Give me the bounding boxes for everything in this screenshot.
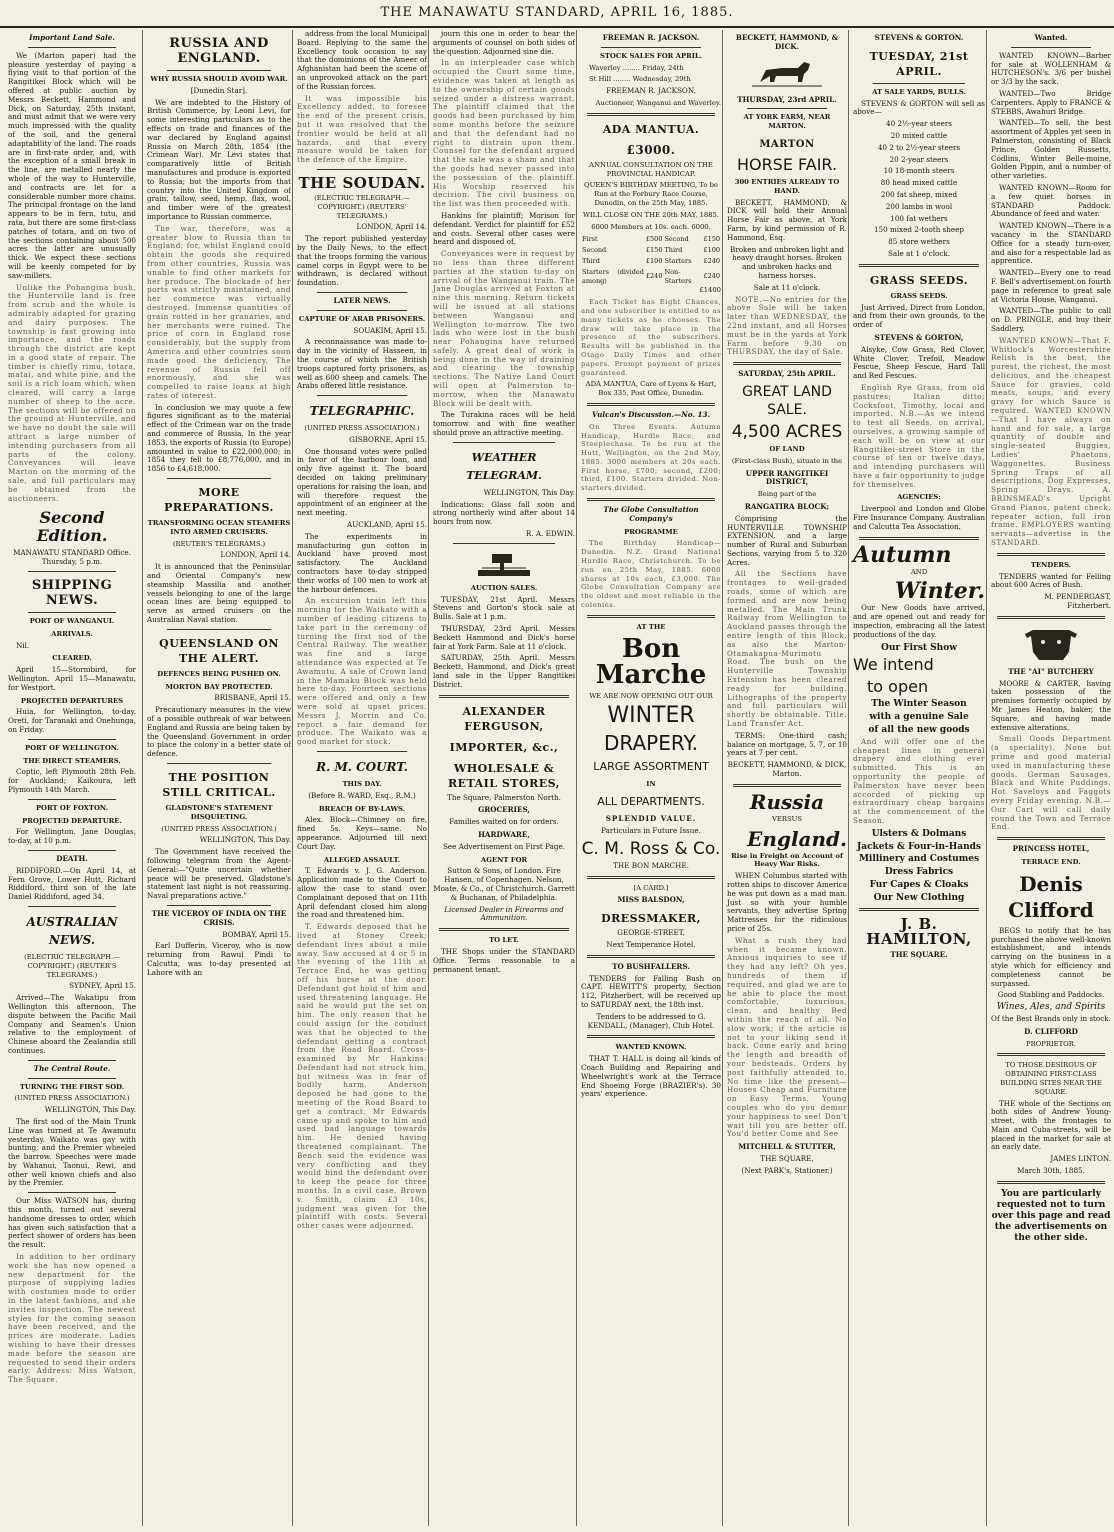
linton-sig: JAMES LINTON. [1050, 1154, 1111, 1164]
arrivals-label: ARRIVALS. [51, 629, 93, 638]
splendid-value: SPLENDID VALUE. [605, 814, 697, 824]
auction-3: SATURDAY, 25th April. Messrs Beckett, Hammond, and Dick's great land sale in the Upper Rangitikei District. [433, 653, 575, 689]
gladstone-heading: GLADSTONE'S STATEMENT DISQUIETING. [165, 804, 273, 821]
bombay-dateline: BOMBAY, April 15. [222, 929, 291, 939]
projected-label: PROJECTED DEPARTURES [20, 696, 124, 705]
millinery: Millinery and Costumes [858, 854, 980, 865]
genuine-sale: with a genuine Sale [869, 712, 969, 723]
tenders-body-8: TENDERS wanted for Felling about 600 Acres of Bush. [991, 571, 1111, 590]
entries-line: 300 ENTRIES ALREADY TO HAND. [734, 177, 840, 195]
table-cell: £150 [645, 246, 663, 255]
importer-label: IMPORTER, &c., [449, 740, 559, 754]
shares-line: 6000 Members at 10s. each. 6000. [591, 222, 711, 231]
agencies-heading: AGENCIES: [897, 493, 941, 502]
civil-tail: Hankins for plaintiff; Morison for defendant. Verdict for plaintiff for £52 and costs. Several other cases were heard and disposed of. [433, 210, 575, 247]
russia-ad-body: WHEN Columbus started with rotten ships to discover America he was put down as a mad man. Just so with your humble servants, they advertise Spring Mattresses for the ridiculous price of 25s. [727, 871, 847, 933]
hardware-label: HARDWARE, [478, 830, 530, 839]
weather-dateline: WELLINGTON, This Day. [483, 487, 575, 497]
filler-text: An excursion train left this morning for the Waikato with a number of leading citizens to take part in the ceremony of turning the first sod of the Central Railway. The weather was fine and a large attendance was expected at Te Awamutu. A sale of Crown land in the Mamaku Block was held here to-day. Fourteen sections were offered and only a few were sold at upset prices. Messrs J. Morrin and Co. report a fair demand for produce. The Waikato was a good market for stock. [297, 596, 427, 747]
projected-foxton: PROJECTED DEPARTURE. [22, 816, 122, 825]
telegraphic-heading: TELEGRAPHIC. [309, 404, 415, 419]
best-brands: Of the Best Brands only in stock. [991, 1013, 1111, 1023]
winter-ad-heading: Winter. [894, 578, 985, 605]
brisbane-body: Precautionary measures in the view of a possible outbreak of war between England and Russia are being taken by the Queensland Government in order to place the colony in a better state of defence. [147, 705, 291, 759]
wanted-known-heading: WANTED KNOWN. [615, 1043, 687, 1052]
all-departments: ALL DEPARTMENTS. [597, 795, 705, 809]
sydney-dateline: SYDNEY, April 15. [69, 981, 136, 991]
prize-table [581, 234, 721, 286]
filler-text: Unlike the Pohangina bush, the Hunterville land is free from scrub and the whole is admirably adapted for grazing and dairy purposes. The township is fast growing into importance, and the roads through the district are kept in a good state of repair. The timber is chiefly rimu, totara, matai, and white pine, and the soil is a rich loam which, when cleared, will carry a large number of sheep to the acre. The sections will be offered on the ground at Hunterville, and we have no doubt the sale will attract a large number of intending purchasers from all parts of the colony. Conveyances will leave Marton on the morning of the sale, and full particulars may be obtained from the auctioneers. [8, 282, 136, 503]
filler-text: All the Sections have frontages to well-graded roads, some of which are formed and are now being metalled. The Main Trunk Railway from Wellington to Auckland passes through the entire length of this Block, as also the Marton-Otamakapua-Murimotu Road. The bush on the Hunterville Township Extension has been cleared ready for building. Lithographs of the property and full particulars will shortly be obtainable. Title, Land Transfer Act. [727, 569, 847, 729]
table-cell: Starters (divided among) [582, 267, 644, 285]
after-tail: The Turakina races will be held tomorrow and with fine weather should prove an attractive meeting. [433, 410, 575, 438]
bull-illustration-icon [1019, 624, 1083, 664]
land-sale-body: We (Marton paper) had the pleasure yesterday of paying a flying visit to that portion of the Rangitikei Block which will be offered at public auction by Messrs Beckett, Hammond and Dick, on Saturday, 25th instant, and must admit that we were very much impressed with the quality of the soil, and the general adaptability of the land. The roads are in first-rate order, and, with the exception of a small break in the line, are metalled nearly the whole of the way to Hunterville, and contracts are let for a considerable number more chains. The principal frontage on the land appears to be in fern, tutu, and rata, but there are some first-class patches of totara, and on two of the sections containing about 500 acres the latter are unusually thick. We expect these sections will be keenly competed for by saw-millers. [8, 50, 136, 280]
to-let-body: THE Shops under the STANDARD Office. Terms reasonable to a permanent tenant. [433, 946, 575, 974]
preparations-heading: MORE PREPARATIONS. [164, 486, 274, 515]
filler-text: In an interpleader case which occupied the Court some time, evidence was taken at length as to the ownership of certain goods seized under a distress warrant. The plaintiff claimed that the goods had been purchased by him some months before the seizure and that the defendant had no right to distrain upon them. Counsel for the defendant argued that the sale was a sham and that the goods had never passed into the possession of the plaintiff. His Worship reserved his decision. The civil business on the list was then proceeded with. [433, 58, 575, 209]
filler-text: Small Goods Department (a speciality). None but prime and good material used in manufacturing these goods. German Sausages, Black and White Puddings. Hot Saveloys and Faggots every Friday evening. N.B.—Our Cart will call daily round the Town and Terrace End. [991, 734, 1111, 832]
jury-body: journ this one in order to hear the arguments of counsel on both sides of the question. Adjourned sine die. [433, 30, 575, 56]
table-cell: £100 [645, 256, 663, 265]
tenders-body: TENDERS for Falling Bush on CAPT. HEWITT'S property, Section 112, Fitzherbert, will be received up to SATURDAY next, the 18th inst. [581, 973, 721, 1009]
wanted-heading: Wanted. [1034, 33, 1068, 42]
weather-heading: WEATHER TELEGRAM. [466, 450, 542, 482]
ferguson-square: The Square, Palmerston North. [447, 792, 561, 802]
bhd-signature: BECKETT, HAMMOND, & DICK, Marton. [727, 760, 847, 779]
filler-text: The Birthday Handicap—Dunedin. N.Z. Grand National Hurdle Race, Christchurch. To be run on 25th May, 1885. 6000 shares at 10s each, £3,000. The Globe Consultation Company are the oldest and most reliable in the colonies. [581, 539, 721, 610]
broken-line: Broken and unbroken light and heavy draught horses. Broken and unbroken hacks and harness horses. [729, 244, 845, 280]
proprietor-label: PROPRIETOR. [1026, 1039, 1076, 1048]
drapery-heading: DRAPERY. [603, 731, 698, 756]
we-intend: We intend [853, 655, 934, 675]
table-cell: Second [582, 246, 607, 255]
bushfellers-heading: TO BUSHFALLERS. [612, 961, 690, 971]
upper-rangitikei: UPPER RANGITIKEI DISTRICT, [745, 468, 829, 487]
sg-heading: STEVENS & GORTON. [874, 33, 964, 42]
stock-item: 200 fat sheep, mixed [880, 189, 958, 199]
filler-text: What a rush they had when it became known. Anxious inquiries to see if they had any left? Oh yes, hundreds of them if required, and glad we are to be able to place the most comfortable, luxurious, clean, and healthy Bed within the reach of all. No slow work; if the article is not to your liking send it back. Come early and bring the length and breadth of your bedsteads. Orders by post faithfully attended to. No time like the present—Houses Cheap and Furniture on Easy Terms. Young couples who do you demur your happiness to see! Don't wait till you are better off. You'd better Come and See [727, 935, 847, 1139]
stabling-line: Good Stabling and Paddocks. [997, 990, 1105, 1000]
australian-news-heading: AUSTRALIAN NEWS. [26, 914, 118, 947]
wanted-2: WANTED—Two Bridge Carpenters. Apply to FRANCE & STEBBS, Awahuri Bridge. [991, 88, 1111, 116]
and-label: AND [910, 567, 928, 576]
wines-line: Wines, Ales, and Spirits [996, 1002, 1106, 1013]
later-news-heading: LATER NEWS. [333, 295, 391, 305]
rm-court-heading: R. M. COURT. [316, 759, 408, 774]
capture-heading: CAPTURE OF ARAB PRISONERS. [298, 314, 426, 323]
wanted-3: WANTED—To sell, the best assortment of Apples yet seen in Palmerston, consisting of Black Prince, Golden Russetts, Codlins, Winter Belle-moine, Golden Pippin, and a number of other varieties. [991, 118, 1111, 181]
sale-yards: AT SALE YARDS, BULLS. [872, 87, 966, 96]
at-the-label: AT THE [636, 622, 666, 631]
agent-body: Sutton & Sons, of London. Fire Hansen, of Copenhagen. Nelson, Moate, & Co., of Christchurch. Garrett & Buchanan, of Philadelphia. [433, 866, 575, 902]
table-row [581, 256, 721, 267]
press-assoc-3: (UNITED PRESS ASSOCIATION.) [304, 424, 420, 433]
horse-illustration-icon [752, 56, 822, 92]
auctioneer-line: Auctioneer, Wanganui and Waverley. [595, 98, 721, 107]
port-foxton: PORT OF FOXTON. [35, 803, 109, 812]
viceroy-continued: address from the local Municipal Board. Replying to the same the Excellency took occasion to say that the dominions of the Ameer of Afghanistan had been the scene of an unprovoked attack on the part of the Russian forces. [297, 30, 427, 91]
in-label: IN [646, 780, 656, 789]
russia-body-2: In conclusion we may quote a few figures significant as to the material effect of the Crimean war on the trade and commerce of Russia. In the year 1853, the exports of Russia (to Europe) amounted in value to £22,000,000; in 1854 they fell to £8,776,000, and in 1856 to £4,618,000. [147, 402, 291, 474]
jackets: Jackets & Four-in-Hands [856, 841, 981, 852]
first-show: Our First Show [881, 642, 957, 653]
moreton-heading: MORTON BAY PROTECTED. [165, 682, 273, 691]
auction-1: TUESDAY, 21st April. Messrs Stevens and Gorton's stock sale at Bulls. Sale at 1 p.m. [433, 594, 575, 622]
this-day-label: THIS DAY. [342, 779, 382, 788]
horse-fair-body: BECKETT, HAMMOND, & DICK will hold their Annual Horse Fair as above, at York Farm, by kind permission of R. Hammond, Esq. [727, 197, 847, 242]
versus-label: VERSUS [771, 814, 803, 823]
horse-fair-heading: HORSE FAIR. [736, 154, 838, 174]
masthead-title: THE MANAWATU STANDARD, APRIL 16, 1885. [380, 5, 734, 20]
wanted-5: WANTED KNOWN—There is a vacancy in the STANDARD Office for a steady turn-over, and also for a respectable lad as apprentice. [991, 221, 1111, 266]
england-ad-heading: England. [747, 826, 847, 851]
rise-line: Rise in Freight on Account of Heavy War Risks. [731, 851, 843, 869]
shipping-heading: SHIPPING NEWS. [31, 578, 113, 609]
table-cell: Starters [664, 256, 692, 265]
sections-heading: TO THOSE DESIROUS OF OBTAINING FIRST-CLASS BUILDING SITES NEAR THE SQUARE. [1000, 1061, 1102, 1096]
soudan-telegraph: (ELECTRIC TELEGRAPH.—COPYRIGHT.) (REUTERS' TELEGRAMS.) [314, 193, 410, 220]
miss-balsdon: MISS BALSDON, [617, 895, 685, 905]
auction-2: THURSDAY, 23rd April. Messrs Beckett Hammond and Dick's horse fair at York Farm. Sale at 11 o'clock. [433, 624, 575, 651]
stock-item: 100 fat wethers [890, 213, 948, 223]
grass-seeds-sub: GRASS SEEDS. [890, 291, 948, 300]
table-row [581, 267, 721, 287]
ferguson-name: ALEXANDER FERGUSON, [462, 704, 546, 733]
vulcan-heading: Vulcan's Discussion.—No. 13. [592, 409, 710, 419]
auction-sales-heading: AUCTION SALES. [470, 583, 538, 592]
sg-body: STEVENS & GORTON will sell as above— [853, 98, 985, 117]
winter-season: The Winter Season [871, 699, 967, 710]
arrivals-nil: Nil. [16, 640, 30, 650]
groceries-label: GROCERIES, [478, 805, 530, 815]
queensland-heading: QUEENSLAND ON THE ALERT. [159, 636, 279, 665]
ai-butchery-heading: THE "AI" BUTCHERY [1008, 666, 1094, 676]
terms-line: TERMS: One-third cash; balance on mortgage, 5, 7, or 10 years at 7 per cent. [727, 730, 847, 758]
great-land-sale: GREAT LAND SALE. [742, 383, 832, 418]
new-clothing: Our New Clothing [873, 892, 965, 903]
george-street: GEORGE-STREET, [617, 928, 685, 938]
particulars-line: Particulars in Future Issue. [601, 826, 701, 836]
autumn-heading: Autumn [853, 541, 952, 568]
fur-capes: Fur Capes & Cloaks [869, 880, 969, 890]
grass-seeds-heading: GRASS SEEDS. [869, 273, 969, 287]
direct-body: Coptic, left Plymouth 28th Feb. for Auckland; Kaikoura, left Plymouth 14th March. [8, 767, 136, 794]
gisborne-body: One thousand votes were polled in favor of the harbour loan, and only five against it. The board decided on taking preliminary operations for raising the loan, and will therefore request the appointment of an engineer at the next meeting. [297, 446, 427, 518]
denis-body: BEGS to notify that he has purchased the above well-known establishment, and intends carrying on the business in a style which for efficiency and completeness cannot be surpassed. [991, 925, 1111, 988]
wholesale-label: WHOLESALE & RETAIL STORES, [448, 761, 560, 790]
filler-text: It was impossible his Excellency added, to foresee the end of the present crisis, but it was resolved that the frontier would be held at all hazards, and that every measure would be taken for the defence of the Empire. [297, 93, 427, 165]
families-line: Families waited on for orders. [449, 817, 559, 827]
stock-item: 40 2½-year steers [886, 119, 952, 129]
wanted-known-body: THAT T. HALL is doing all kinds of Coach Building and Repairing and Wheelwright's work at the Terrace End Shoeing Forge (BRAZIER's). 30 years' experience. [581, 1054, 721, 1099]
assault-body: T. Edwards v. J. G. Anderson. Application made to the Court to allow the case to stand over. Complainant deposed that on 11th April defendant closed him along the road and threatened him. [297, 866, 427, 920]
sg-name: STEVENS & GORTON, [874, 332, 964, 342]
auckland-dateline: AUCKLAND, April 15. [347, 520, 427, 530]
table-cell: Third [582, 256, 600, 265]
stock-line-2: St Hill ........ Wednesday, 29th [589, 75, 691, 84]
march-date: March 30th, 1885. [1017, 1166, 1085, 1176]
newspaper-page [8, 30, 1111, 1526]
table-cell: £240 [703, 256, 720, 265]
auckland-body: The experiments in manufacturing gun cotton in Auckland have proved most satisfactory. The Auckland contractors have to-day stripped their works of 100 men to work at the harbour defences. [297, 531, 427, 594]
telegraph-line: (ELECTRIC TELEGRAPH.—COPYRIGHT.) (REUTER'S TELEGRAMS.) [24, 952, 120, 979]
filler-text: On Three Events. Autumn Handicap, Hurdle Race, and Steeplechase. To be run at the Hutt, Wellington, on the 2nd May, 1885. 3000 members at 20s each. First horse, £700; second, £200; third, £100. Starters divided. Non-starters divided. [581, 422, 721, 493]
why-russia: WHY RUSSIA SHOULD AVOID WAR. [150, 75, 288, 83]
russia-england-heading: RUSSIA AND ENGLAND. [169, 36, 269, 66]
wanted-6: WANTED—Every one to read F. Bell's advertisement on fourth page in reference to great sale at Victoria House, Wanganui. [991, 268, 1111, 304]
next-parks: (Next PARK's, Stationer.) [741, 1165, 833, 1175]
projected-body: Huia, for Wellington, to-day. Oreti, for Taranaki and Onehunga, on Friday. [8, 707, 136, 734]
sale-at-1: Sale at 1 o'clock. [888, 248, 950, 258]
table-cell: Second [664, 235, 689, 244]
table-cell: Third [664, 246, 683, 255]
table-row [581, 234, 721, 245]
filler-text: Each Ticket has Eight Chances, and one subscriber is entitled to as many tickets as he chooses. The draw will take place in the presence of the subscribers. Results will be published in the Otago Daily Times and other papers. Prompt payment of prizes guaranteed. [581, 298, 721, 377]
viceroy-heading: THE VICEROY OF INDIA ON THE CRISIS. [151, 908, 287, 927]
alleged-heading: ALLEGED ASSAULT. [323, 855, 401, 864]
viceroy-body: Earl Dufferin, Viceroy, who is now returning from Rawul Pindi to Calcutta, was to-day presented at Lahore with an [147, 941, 291, 977]
second-edition-heading: Second Edition. [36, 508, 108, 546]
death-body: RIDDIFORD.—On April 14, at Fern Grove, Lower Hutt, Richard Riddiford, third son of the late Daniel Riddiford, aged 34. [8, 865, 136, 902]
filler-text: T. Edwards deposed that he lived at Stoney Creek; defendant lives about a mile away. Saw accused at 4 or 5 in the evening of the 11th at Terrace End, he was getting off his horse at the door. Defendant got hold of him and used threatening language. He said he would put the set on him. The only reason that he could assign for the conduct was that he objected to the defendant getting a contract from the Road Board. Cross-examined by Mr Hankins: Defendant had not struck him, but witness was in fear of bodily harm. Anderson deposed he had gone to the meeting of the Road Board to get a contract. Mr Edwards came up and spoke to him and used bad language towards him. He denied having threatened complainant. The Bench said the evidence was very conflicting and they would bind the defendant over to keep the peace for three months. In a civil case, Brown v. Smith, claim £3 10s, judgment was given for the plaintiff with costs. Several other cases were adjourned. [297, 922, 427, 1231]
to-open: to open [867, 677, 929, 697]
soudan-heading: THE SOUDAN. [298, 173, 426, 192]
transforming-heading: TRANSFORMING OCEAN STEAMERS INTO ARMED CRUISERS. [147, 519, 291, 536]
agent-for-label: AGENT FOR [480, 855, 528, 864]
table-cell: Non-Starters [664, 267, 692, 285]
stock-item: 85 store wethers [888, 237, 950, 247]
ada-signature: ADA MANTUA, Care of Lyons & Hart, Box 335, Post Office, Dunedin. [585, 380, 717, 398]
sydney-body: Arrived—The Wakatipu from Wellington this afternoon. The dispute between the Pacific Mail Company and Seamen's Union relative to the employment of Chinese aboard the Zealandia still continues. [8, 993, 136, 1055]
denis-clifford: Denis Clifford [1008, 871, 1094, 922]
gisborne-dateline: GISBORNE, April 15. [349, 434, 427, 444]
office-line: MANAWATU STANDARD Office. Thursday, 5 p.m. [13, 548, 131, 567]
column-7 [848, 30, 985, 1526]
suakim-dateline: SOUAKIM, April 15. [353, 325, 427, 335]
agencies-body: Liverpool and London and Globe Fire Insurance Company. Australian and Calcutta Tea Association. [853, 504, 985, 531]
stock-item: 200 lambs in wool [885, 201, 953, 211]
mitchell-square: THE SQUARE, [760, 1153, 814, 1163]
clifford-sig: D. CLIFFORD [1024, 1026, 1078, 1036]
port-wanganui: PORT OF WANGANUI. [29, 617, 115, 626]
press-assoc: (UNITED PRESS ASSOCIATION.) [14, 1094, 130, 1103]
weather-body: Indications: Glass fall soon and strong northerly wind after about 14 hours from now. [433, 499, 575, 527]
london-14-dateline: LONDON, April 14. [356, 222, 427, 232]
marton-label: MARTON [759, 138, 815, 150]
to-let-heading: TO LET. [489, 936, 519, 945]
stock-item: 80 head mixed cattle [880, 178, 958, 188]
mitchell-stutter: MITCHELL & STUTTER, [738, 1142, 836, 1152]
table-cell: £150 [703, 235, 720, 244]
stock-item: 20 2-year steers [889, 154, 949, 164]
column-5 [576, 30, 721, 1526]
direct-steamers: THE DIRECT STEAMERS. [23, 756, 121, 765]
programme-label: PROGRAMME [624, 527, 678, 536]
tenders-signature: M. PENDERGAST, Fitzherbert. [1044, 592, 1111, 611]
table-cell: £100 [703, 246, 720, 255]
london-dateline: LONDON, April 14. [220, 550, 291, 560]
press-assoc-2: (UNITED PRESS ASSOCIATION.) [161, 824, 277, 833]
cleared-body: April 15—Stormbird, for Wellington. April 15—Manawatu, for Westport. [8, 665, 136, 692]
transforming-body: It is announced that the Peninsular and Oriental Company's new steamship Massilia and another vessels belonging to one of the large ocean lines are being equipped to serve as armed cruisers on the Australian Naval station. [147, 562, 291, 625]
wanted-4: WANTED KNOWN—Room for a few quiet horses in STANDARD Paddock. Abundance of feed and water. [991, 182, 1111, 219]
freeman-name: FREEMAN R. JACKSON, [606, 86, 696, 96]
filler-text: And will offer one of the cheapest lines in general drapery and clothing ever submitted. This is an opportunity the people of Palmerston have never been accorded of picking up extraordinary cheap bargains at the commencement of the Season. [853, 736, 985, 826]
land-sale-heading: Important Land Sale. [29, 33, 115, 42]
new-goods: of all the new goods [868, 725, 970, 736]
column-2 [142, 30, 291, 1526]
acres-heading: 4,500 ACRES [731, 421, 843, 442]
filler-text: Conveyances were in request by no less than three different parties at the station to-day on arrival of the Wanganui train. The Jane Douglas arrived at Foxton at nine this morning. Return tickets will be issued at all stations between Wanganui and Wellington to-morrow. The two lads who were lost in the bush near Pohangina have returned safely. A great deal of work is being done in the way of draining and clearing the township sections. The Native Land Court will open at Palmerston to-morrow, when the Manawatu Block will be dealt with. [433, 249, 575, 408]
of-land: OF LAND [769, 444, 805, 453]
filler-text: The war, therefore, was a greater blow to Russia than to England; for, whilst England could obtain the goods she required from other countries, Russia was unable to find other markets for her produce. The blockade of her ports was strictly maintained, and her commerce was virtually destroyed. Immense quantities of grain rotted in her granaries, and her merchants were ruined. The price of corn in England rose considerably, but the supply from America and other countries soon made good the deficiency. The revenue of Russia fell off enormously, and she was compelled to raise loans at high rates of interest. [147, 223, 291, 400]
breach-heading: BREACH OF BY-LAWS. [318, 804, 406, 813]
wanted-7: WANTED—The public to call on D. PRINGLE, and buy their Saddlery. [991, 306, 1111, 333]
foxton-body: For Wellington. Jane Douglas, to-day, at 10 p.m. [8, 827, 136, 846]
wellington-dateline: WELLINGTON, This Day. [44, 1105, 136, 1115]
table-cell: £500 [645, 235, 663, 244]
the-bon-line: THE BON MARCHE. [613, 860, 689, 870]
draw-line: WILL CLOSE ON THE 20th MAY, 1885. [582, 210, 720, 219]
table-cell: £240 [645, 272, 663, 281]
stock-item: 150 mixed 2-tooth sheep [873, 225, 965, 235]
consultation-line: ANNUAL CONSULTATION ON THE PROVINCIAL HANDICAP. [589, 160, 713, 178]
reuters-line: (REUTER'S TELEGRAMS.) [172, 539, 266, 548]
globe-heading: The Globe Consultation Company's [603, 505, 699, 523]
before-line: (Before R. WARD, Esq., R.M.) [308, 790, 416, 800]
dress-fabrics: Dress Fabrics [884, 867, 954, 878]
port-wellington: PORT OF WELLINGTON. [25, 743, 119, 752]
tuesday-date: TUESDAY, 21st APRIL. [869, 49, 969, 78]
first-class-line: (First-class Bush), situate in the [731, 456, 843, 465]
winter-heading: WINTER [607, 703, 695, 729]
ulsters: Ulsters & Dolmans [871, 828, 967, 839]
death-heading: DEATH. [56, 853, 88, 863]
column-3 [292, 30, 427, 1526]
column-4 [428, 30, 575, 1526]
ada-amount: £3000. [626, 142, 676, 157]
cm-ross-heading: C. M. Ross & Co. [581, 838, 721, 859]
saturday-date: SATURDAY, 25th APRIL. [738, 369, 836, 379]
dunedin-star: [Dunedin Star]. [190, 85, 248, 95]
stock-line-1: Waverley ........ Friday, 24th [589, 63, 684, 72]
stock-item: 40 2 to 2½-year steers [877, 142, 961, 152]
freeman-heading: FREEMAN R. JACKSON. [602, 33, 700, 42]
soudan-body: The report published yesterday by the Daily News, to the effect that the troops forming the various camel corps in Egypt were to be withdrawn, is declared without foundation. [297, 234, 427, 288]
seeds-list: Alsyke, Cow Grass, Red Clover, White Clover, Trefoil, Meadow Fescue, Sheep Fescue, Hard Tall and Red Fescues. [853, 344, 985, 381]
wanted-1: WANTED KNOWN—Barber for sale at WOLLENHAM & HUTCHESON's. 3/6 per bushel or 3/3 by the sack. [991, 50, 1111, 87]
bhd-heading: BECKETT, HAMMOND, & DICK. [735, 33, 839, 51]
central-route-heading: The Central Route. [33, 1063, 111, 1073]
rangatira-block: RANGATIRA BLOCK; [744, 501, 830, 511]
column-6 [722, 30, 847, 1526]
land-sale-body: Comprising the HUNTERVILLE TOWNSHIP EXTENSION, and a large number of Rural and Suburban Sections, varying from 5 to 320 Acres. [727, 513, 847, 567]
licensed-line: Licensed Dealer in Firearms and Ammunition. [444, 904, 564, 923]
prize-total: £1400 [699, 286, 721, 295]
stock-sales-heading: STOCK SALES FOR APRIL. [599, 51, 703, 60]
gladstone-body: The Government have received the following telegram from the Agent-General:—"Quite uncertain whether peace will be preserved. Gladstone's statement last night is not reassuring. Naval preparations active." [147, 847, 291, 901]
filler-text: NOTE.—No entries for the above Sale will be taken later than WEDNESDAY, the 22nd instant, and all Horses must be in the yards at York Farm before 9.30 on THURSDAY, the day of Sale. [727, 294, 847, 357]
masthead [0, 0, 1114, 28]
stock-item: 10 18-month steers [883, 166, 955, 176]
defences-heading: DEFENCES BEING PUSHED ON. [157, 669, 281, 678]
filler-text: English Rye Grass, from old pastures; Italian ditto; Cocksfoot, Timothy, local and imported. N.B.—As we intend to test all Seeds, on arrival, ourselves, a growing sample of each will be on view at our Rangitikei-street Store in the course of ten or twelve days, and intending purchasers will have a fair opportunity to judge for themselves. [853, 382, 985, 489]
russia-ad-heading: Russia [749, 789, 825, 814]
suakim-body: A reconnaissance was made to-day in the vicinity of Hasseen, in the course of which the British troops captured forty prisoners, as well as 600 sheep and camels. The Arabs offered little resistance. [297, 337, 427, 391]
opening-line: WE ARE NOW OPENING OUT OUR [589, 691, 713, 700]
next-temperance: Next Temperance Hotel. [606, 940, 696, 950]
ada-mantua-heading: ADA MANTUA. [602, 122, 700, 136]
thursday-date: THURSDAY, 23rd APRIL. [737, 94, 837, 104]
grass-body: Just Arrived, Direct from London, and from their own grounds, to the order of [853, 302, 985, 330]
brisbane-dateline: BRISBANE, April 15. [214, 693, 291, 703]
hamilton-name: J. B. HAMILTON, [866, 914, 972, 948]
table-cell: First [582, 235, 598, 244]
cleared-label: CLEARED. [52, 654, 92, 663]
table-row [581, 245, 721, 256]
sale-at-11: Sale at 11 o'clock. [753, 282, 821, 292]
breach-body: Alex. Block—Chimney on fire, fined 5s. Keys—same. No appearance. Adjourned till next Court Day. [297, 815, 427, 851]
position-heading: THE POSITION STILL CRITICAL. [162, 771, 276, 799]
particular-notice: You are particularly requested not to turn over this page and read the advertisements on the other side. [991, 1188, 1111, 1243]
bon-marche-heading: Bon Marche [595, 633, 707, 690]
being-part: Being part of the [757, 490, 817, 499]
column-8 [986, 30, 1111, 1526]
see-adv-line: See Advertisement on First Page. [442, 841, 566, 851]
wellington-dateline-2: WELLINGTON, This Day. [199, 835, 291, 845]
terrace-end: TERRACE END. [1021, 857, 1081, 866]
queens-line: QUEEN'S BIRTHDAY MEETING, To be Run at the Forbury Race Course, Dunedin, on the 25th May, 1885. [584, 181, 718, 207]
weather-signature: R. A. EDWIN. [525, 529, 575, 539]
large-assortment: LARGE ASSORTMENT [593, 760, 709, 774]
princess-hotel: PRINCESS HOTEL, [1012, 844, 1090, 854]
york-farm: AT YORK FARM, NEAR MARTON. [743, 113, 831, 131]
filler-text: WANTED KNOWN—That F. Whitlock's Worcestershire Relish is the best, the purest, the richest, the most delicious, and the cheapest Sauce for gravies, cold meats, soups, and every gravy for which Sauce is required. WANTED KNOWN—That I have always on hand and for sale, a large quantity of double and single-seated Buggies, Ladies' Phaetons, Waggonettes, Business Spring Traps of all descriptions, Dog Expresses, Spring Drays. A. BRINSMEAD's Upright Grand Pianos, patent check, repeater action, full iron frame. EMPLOYERS wanting servants—advertise in the STANDARD. [991, 335, 1111, 548]
tenders-address: Tenders to be addressed to G. KENDALL, (Manager), Club Hotel. [587, 1011, 715, 1030]
tenders-heading: TENDERS. [1030, 560, 1072, 569]
sections-body: THE whole of the Sections on both sides of Andrew Young-street, with the frontages to Main and Cuba-streets, will be placed in the market for sale at an early date. [991, 1098, 1111, 1152]
a-card-line: [A CARD.] [633, 883, 669, 892]
russia-body: We are indebted to the History of British Commerce, by Leoni Levi, for some interesting particulars as to the effects on trade and finances of the war declared by England against Russia on March 28th, 1854 (the Crimean War). Mr Levi states that comparatively little of British manufactures and produce is exported to Russia; but the imports from that country into the United Kingdom of grain, tallow, seed, hemp, flax, wool, and timber were of the greatest importance to Russian commerce. [147, 97, 291, 221]
sod-body: The first sod of the Main Trunk Line was turned at Te Awamutu yesterday. Waikato was gay with bunting, and the Premier wheeled the barrow. Speeches were made by Wahanui, Taonui, Rewi, and other well known chiefs and also by the Premier. [8, 1116, 136, 1188]
stock-item: 20 mixed cattle [890, 130, 948, 140]
watson-body: Our Miss WATSON has, during this month, turned out several handsome dresses to order, which has given such satisfaction that a perfect shower of orders has been the result. [8, 1196, 136, 1250]
auction-hammer-icon [474, 548, 534, 580]
turning-sod: TURNING THE FIRST SOD. [19, 1082, 125, 1091]
hamilton-square: THE SQUARE. [890, 949, 948, 959]
table-cell: £240 [703, 272, 720, 281]
filler-text: In addition to her ordinary work she has now opened a new department for the purpose of supplying ladies with costumes made to order in the latest fashions, and she invites inspection. The newest styles for the coming season have been received, and the prices are moderate. Ladies wishing to have their dresses made before the season are requested to send their orders early. Address: Miss Watson, The Square. [8, 1252, 136, 1385]
butchery-body: MOORE & CARTER, having taken possession of the premises formerly occupied by Mr James Heaton, baker, the Square, and having made extensive alterations. [991, 678, 1111, 732]
dressmaker-label: DRESSMAKER, [601, 912, 701, 926]
column-1 [8, 30, 136, 1526]
winter-body: Our New Goods have arrived, and are opened out and ready for inspection, embracing all the latest productions of the day. [853, 603, 985, 639]
